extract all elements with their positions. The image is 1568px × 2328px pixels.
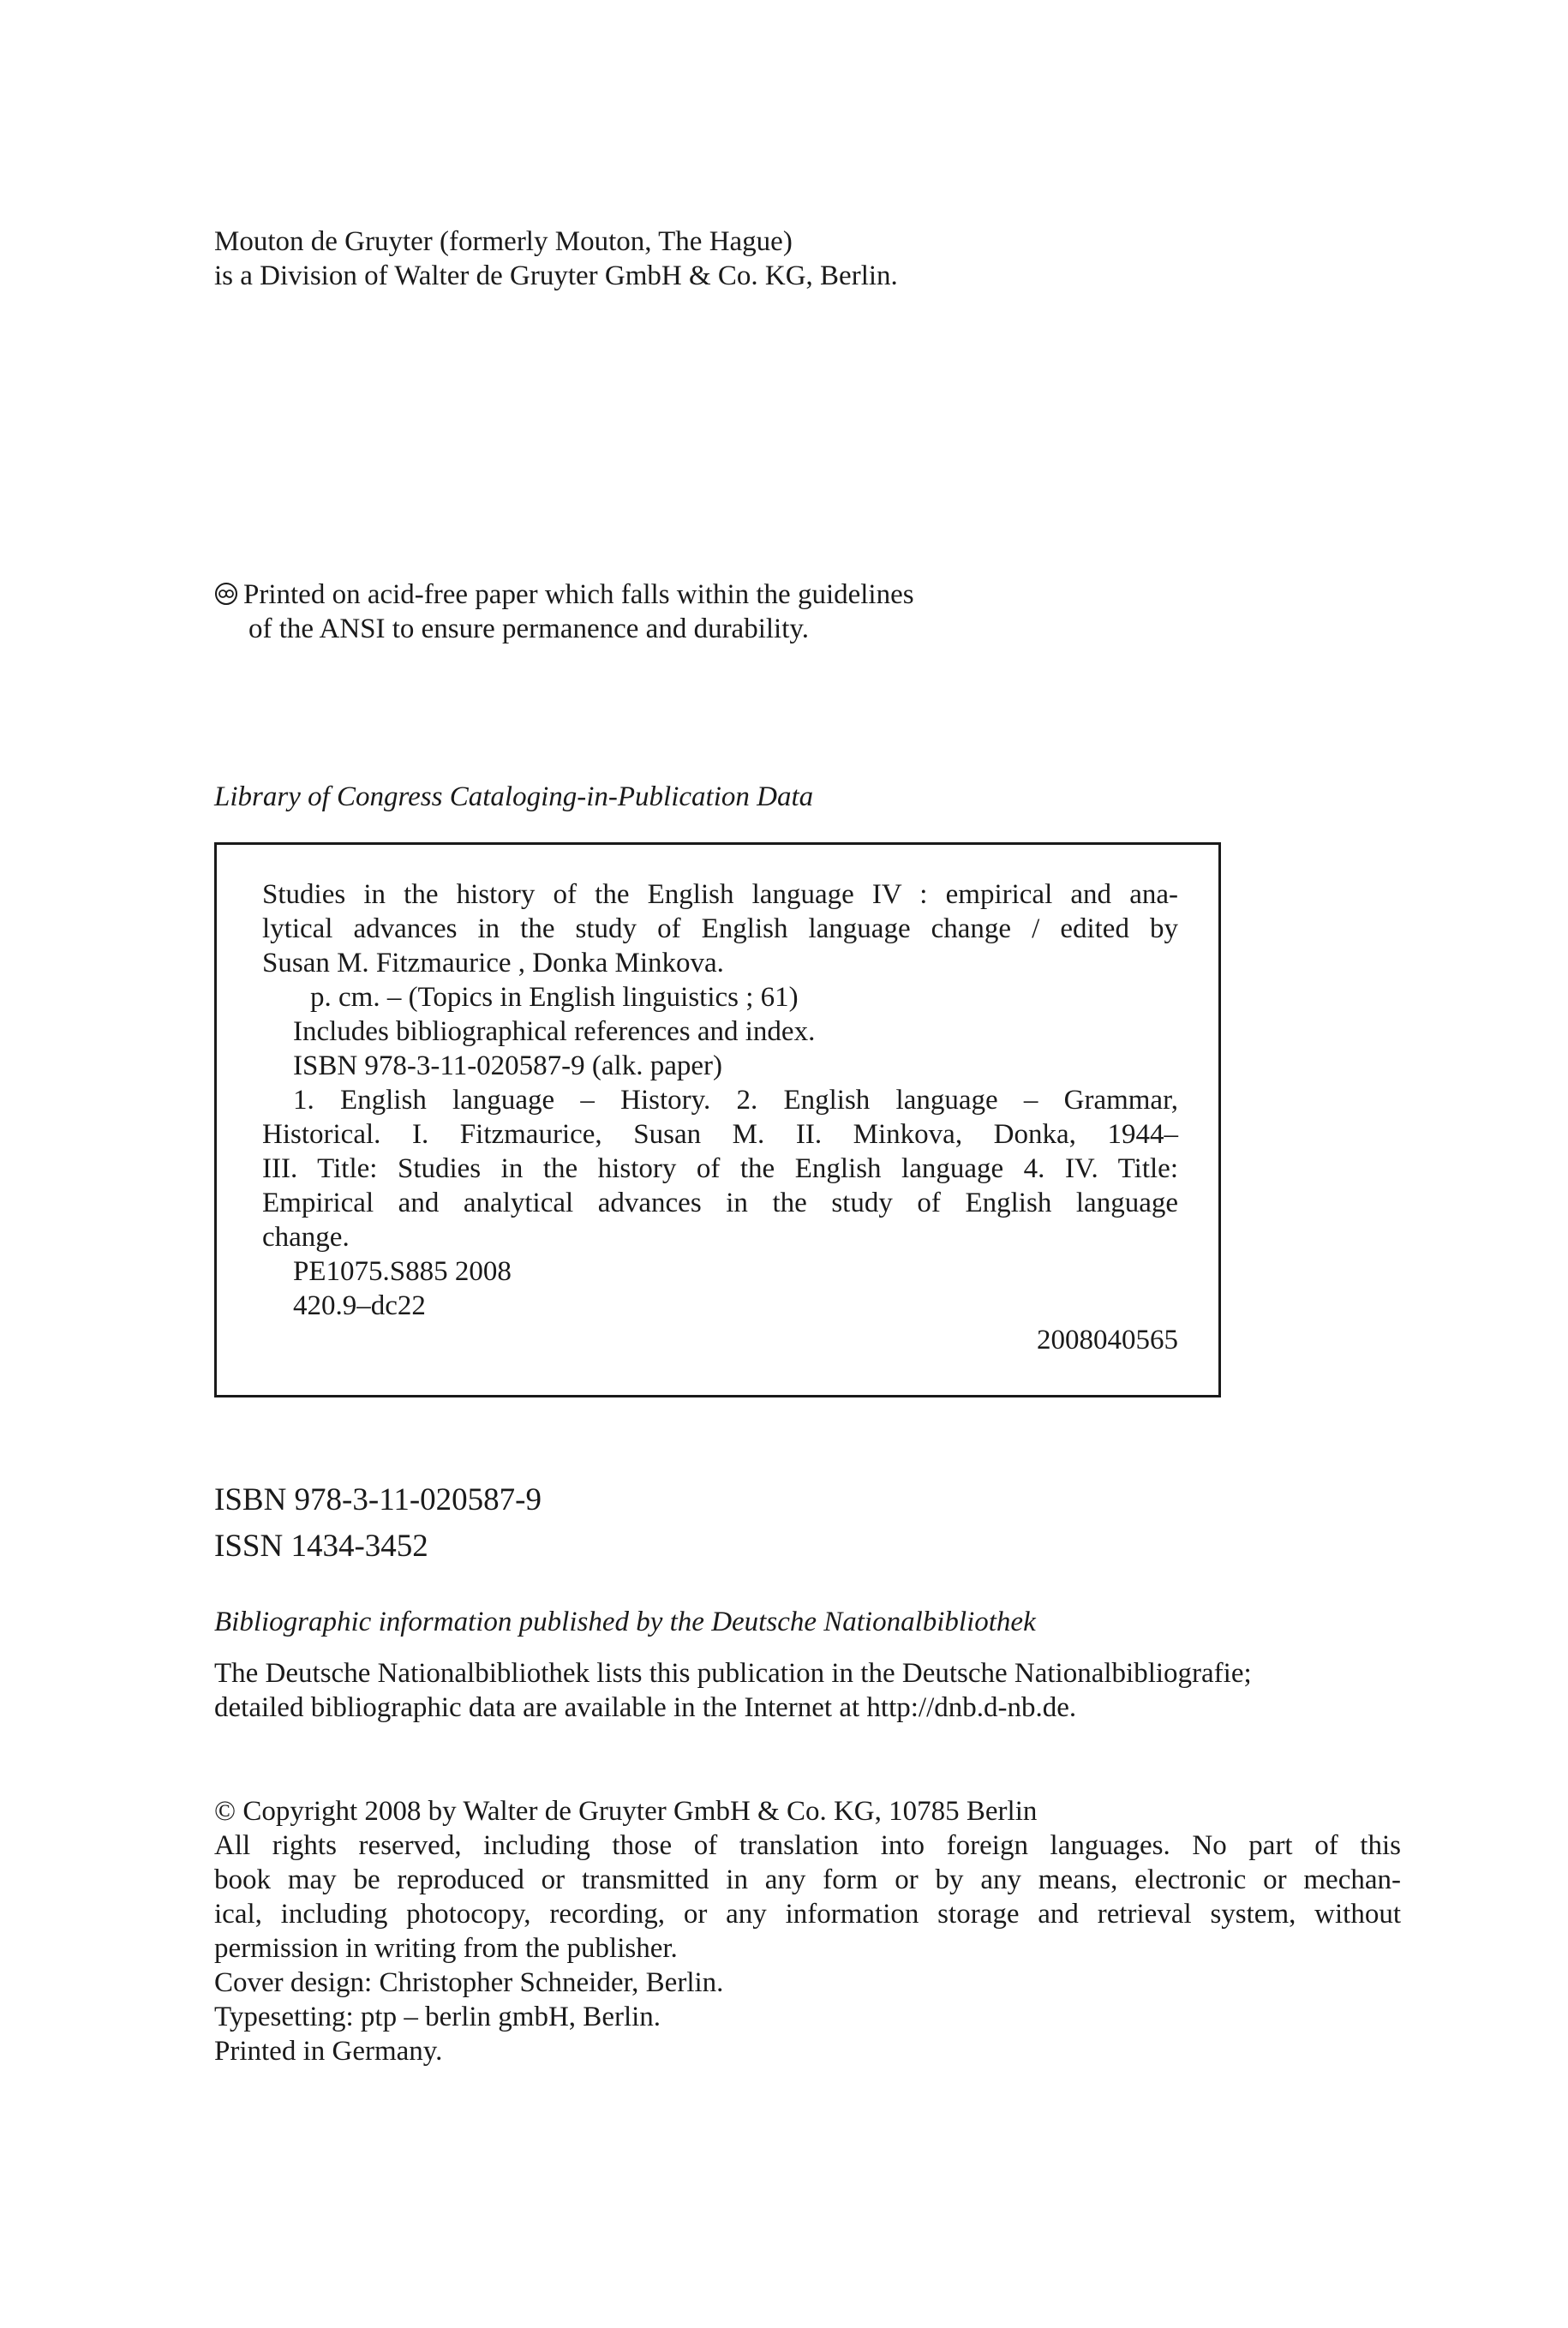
- cip-line: Studies in the history of the English language IV : empirical and ana-: [262, 879, 1178, 910]
- issn: ISSN 1434-3452: [214, 1529, 428, 1564]
- cip-record-box: [214, 842, 1221, 1397]
- cip-line: change.: [262, 1222, 350, 1253]
- copyright-line: book may be reproduced or transmitted in any form or by any means, electronic or mechan-: [214, 1864, 1401, 1895]
- cip-line: ISBN 978-3-11-020587-9 (alk. paper): [293, 1050, 722, 1081]
- copyright-line: All rights reserved, including those of translation into foreign languages. No part of this: [214, 1830, 1401, 1861]
- cip-line: Historical. I. Fitzmaurice, Susan M. II. Minkova, Donka, 1944–: [262, 1119, 1178, 1150]
- cip-line: Empirical and analytical advances in the study of English language: [262, 1188, 1178, 1218]
- cip-line: III. Title: Studies in the history of the English language 4. IV. Title:: [262, 1153, 1178, 1184]
- acid-free-paper-icon: [214, 582, 238, 606]
- identifiers: [214, 1477, 542, 1570]
- copyright-notice: [214, 1794, 1401, 2068]
- dnb-line: The Deutsche Nationalbibliothek lists this publication in the Deutsche Nationalbibliografie;: [214, 1658, 1252, 1689]
- cip-control-number: 2008040565: [1037, 1325, 1178, 1356]
- cip-line: 420.9–dc22: [293, 1290, 426, 1321]
- publisher-line: is a Division of Walter de Gruyter GmbH & Co. KG, Berlin.: [214, 260, 898, 291]
- acid-free-text: Printed on acid-free paper which falls within the guidelines: [243, 579, 914, 610]
- copyright-line: Typesetting: ptp – berlin gmbH, Berlin.: [214, 2002, 661, 2032]
- cip-line: Susan M. Fitzmaurice , Donka Minkova.: [262, 948, 724, 978]
- cip-line: lytical advances in the study of English language change / edited by: [262, 913, 1178, 944]
- cip-line: Includes bibliographical references and index.: [293, 1016, 816, 1047]
- cip-line: 1. English language – History. 2. English language – Grammar,: [293, 1085, 1178, 1116]
- publisher-info: [214, 224, 898, 293]
- dnb-info: [214, 1656, 1252, 1725]
- dnb-line: detailed bibliographic data are available in the Internet at http://dnb.d-nb.de.: [214, 1692, 1077, 1723]
- dnb-heading: Bibliographic information published by the Deutsche Nationalbibliothek: [214, 1607, 1036, 1637]
- publisher-line: Mouton de Gruyter (formerly Mouton, The Hague): [214, 226, 793, 257]
- cip-line: p. cm. – (Topics in English linguistics ; 61): [310, 982, 799, 1013]
- isbn: ISBN 978-3-11-020587-9: [214, 1482, 542, 1517]
- copyright-line: permission in writing from the publisher.: [214, 1933, 678, 1964]
- acid-free-line: [214, 578, 914, 612]
- cip-line: PE1075.S885 2008: [293, 1256, 512, 1287]
- cip-record-text: [262, 877, 1178, 1357]
- acid-free-line: of the ANSI to ensure permanence and durability.: [248, 613, 809, 644]
- copyright-line: © Copyright 2008 by Walter de Gruyter GmbH & Co. KG, 10785 Berlin: [214, 1796, 1038, 1827]
- acid-free-notice: [214, 578, 914, 646]
- copyright-line: Printed in Germany.: [214, 2036, 443, 2067]
- loc-heading: Library of Congress Cataloging-in-Publication Data: [214, 781, 814, 812]
- copyright-line: ical, including photocopy, recording, or any information storage and retrieval system, without: [214, 1899, 1401, 1930]
- copyright-line: Cover design: Christopher Schneider, Berlin.: [214, 1967, 724, 1998]
